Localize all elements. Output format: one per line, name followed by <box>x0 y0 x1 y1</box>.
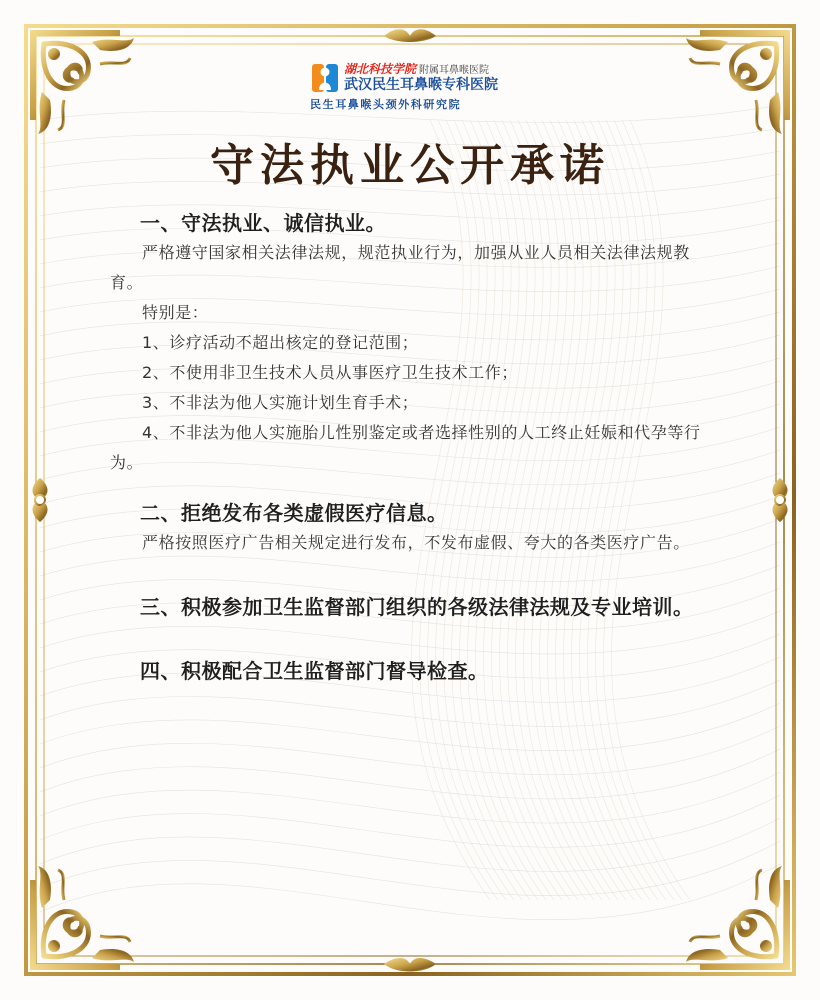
section-1-paragraph: 严格遵守国家相关法律法规，规范执业行为，加强从业人员相关法律法规教育。 <box>110 243 690 292</box>
section-1-heading: 一、守法执业、诚信执业。 <box>140 211 386 235</box>
spacer <box>110 478 710 498</box>
logo-university-line <box>344 62 489 78</box>
section-1-item-3: 3、不非法为他人实施计划生育手术； <box>142 393 419 412</box>
spacer <box>110 558 710 592</box>
hospital-logo-icon <box>312 64 338 92</box>
spacer <box>110 622 710 656</box>
logo-university: 湖北科技学院 <box>344 62 417 76</box>
page-title: 守法执业公开承诺 <box>210 140 610 191</box>
section-2-heading: 二、拒绝发布各类虚假医疗信息。 <box>140 501 448 525</box>
section-3-heading: 三、积极参加卫生监督部门组织的各级法律法规及专业培训。 <box>140 595 694 619</box>
section-1-item-1: 1、诊疗活动不超出核定的登记范围； <box>142 333 419 352</box>
hospital-logo <box>312 62 522 118</box>
section-1-item-4: 4、不非法为他人实施胎儿性别鉴定或者选择性别的人工终止妊娠和代孕等行为。 <box>110 423 701 472</box>
logo-institute-name: 民生耳鼻喉头颈外科研究院 <box>310 98 462 111</box>
section-1-item-2: 2、不使用非卫生技术人员从事医疗卫生技术工作； <box>142 363 518 382</box>
logo-hospital-name: 武汉民生耳鼻喉专科医院 <box>344 77 498 93</box>
logo-affiliation: 附属耳鼻喉医院 <box>419 65 490 76</box>
section-1-note: 特别是： <box>142 303 209 322</box>
section-2-paragraph: 严格按照医疗广告相关规定进行发布，不发布虚假、夸大的各类医疗广告。 <box>142 533 690 552</box>
section-4-heading: 四、积极配合卫生监督部门督导检查。 <box>140 659 489 683</box>
commitment-content <box>110 208 710 686</box>
